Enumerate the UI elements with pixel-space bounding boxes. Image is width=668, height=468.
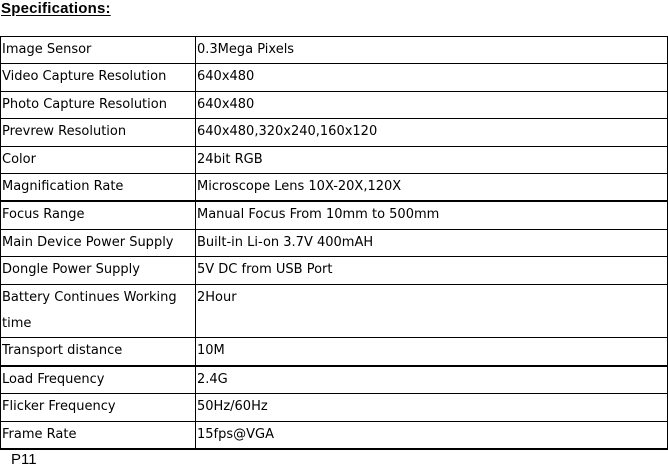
table-row <box>1 366 668 394</box>
spec-label-video-capture-resolution: Video Capture Resolution <box>1 64 196 91</box>
spec-label-magnification-rate: Magnification Rate <box>1 174 196 202</box>
table-row <box>1 146 668 173</box>
table-row <box>1 201 668 229</box>
spec-value-load-frequency: 2.4G <box>196 366 668 394</box>
table-row <box>1 229 668 256</box>
spec-label-preview-resolution: Prevrew Resolution <box>1 119 196 146</box>
spec-value-color: 24bit RGB <box>196 146 668 173</box>
spec-label-color: Color <box>1 146 196 173</box>
spec-value-battery-working-time: 2Hour <box>196 284 668 338</box>
spec-label-battery-working-time: Battery Continues Working time <box>1 284 196 338</box>
specifications-table <box>0 36 668 450</box>
spec-label-frame-rate: Frame Rate <box>1 421 196 449</box>
spec-value-magnification-rate: Microscope Lens 10X-20X,120X <box>196 174 668 202</box>
spec-value-frame-rate: 15fps@VGA <box>196 421 668 449</box>
table-row <box>1 119 668 146</box>
spec-value-preview-resolution: 640x480,320x240,160x120 <box>196 119 668 146</box>
spec-label-dongle-power-supply: Dongle Power Supply <box>1 257 196 284</box>
page-number: P11 <box>11 451 37 468</box>
spec-value-transport-distance: 10M <box>196 338 668 366</box>
spec-label-image-sensor: Image Sensor <box>1 37 196 64</box>
spec-value-dongle-power-supply: 5V DC from USB Port <box>196 257 668 284</box>
table-row <box>1 37 668 64</box>
spec-value-main-device-power-supply: Built-in Li-on 3.7V 400mAH <box>196 229 668 256</box>
section-heading: Specifications: <box>1 0 111 17</box>
spec-value-image-sensor: 0.3Mega Pixels <box>196 37 668 64</box>
spec-label-load-frequency: Load Frequency <box>1 366 196 394</box>
spec-label-focus-range: Focus Range <box>1 201 196 229</box>
spec-label-main-device-power-supply: Main Device Power Supply <box>1 229 196 256</box>
spec-value-flicker-frequency: 50Hz/60Hz <box>196 394 668 421</box>
table-row <box>1 338 668 366</box>
spec-label-photo-capture-resolution: Photo Capture Resolution <box>1 91 196 118</box>
table-row <box>1 394 668 421</box>
table-row <box>1 421 668 449</box>
table-row <box>1 257 668 284</box>
spec-label-flicker-frequency: Flicker Frequency <box>1 394 196 421</box>
spec-value-video-capture-resolution: 640x480 <box>196 64 668 91</box>
table-row <box>1 284 668 338</box>
table-row <box>1 174 668 202</box>
table-row <box>1 64 668 91</box>
spec-label-transport-distance: Transport distance <box>1 338 196 366</box>
spec-value-photo-capture-resolution: 640x480 <box>196 91 668 118</box>
spec-value-focus-range: Manual Focus From 10mm to 500mm <box>196 201 668 229</box>
table-row <box>1 91 668 118</box>
